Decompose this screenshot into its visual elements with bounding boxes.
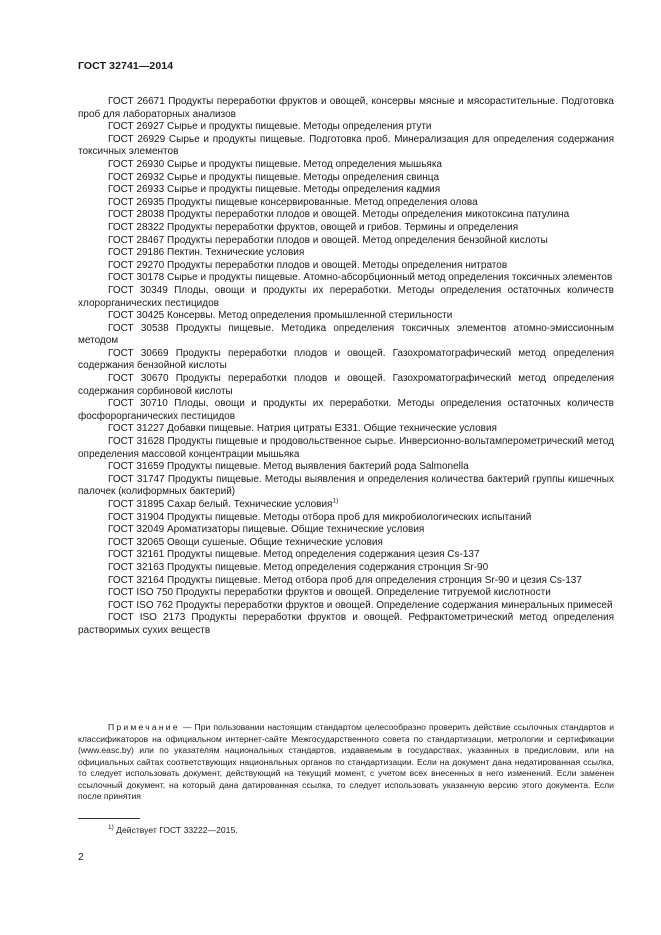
reference-item [78, 499, 614, 512]
reference-code: ГОСТ 26935 [108, 196, 165, 208]
note-block [78, 722, 614, 803]
reference-item [78, 209, 614, 222]
reference-title: Сырье и продукты пищевые. Подготовка проб. Минерализация для определения содержания токсичных элементов [78, 133, 614, 158]
reference-title: Продукты пищевые консервированные. Метод определения олова [167, 196, 478, 208]
reference-title: Продукты переработки фруктов, овощей и грибов. Термины и определения [167, 221, 519, 233]
reference-title: Овощи сушеные. Общие технические условия [167, 536, 383, 548]
reference-code: ГОСТ 28467 [108, 234, 165, 246]
note-label: Примечание [108, 722, 180, 732]
reference-item [78, 222, 614, 235]
reference-item [78, 184, 614, 197]
reference-code: ГОСТ 31227 [108, 423, 165, 435]
reference-title: Сахар белый. Технические условия [167, 499, 333, 510]
reference-code: ГОСТ 30425 [108, 310, 165, 322]
reference-code: ГОСТ 29270 [108, 259, 165, 271]
reference-item [78, 600, 614, 613]
reference-title: Продукты пищевые. Метод выявления бактерий рода Salmonella [167, 461, 469, 473]
reference-item [78, 524, 614, 537]
reference-code: ГОСТ 32049 [108, 524, 165, 536]
reference-code: ГОСТ 29186 [108, 247, 165, 259]
reference-title: Плоды, овощи и продукты их переработки. Методы определения остаточных количеств хлорорганических пестицидов [78, 284, 614, 309]
reference-code: ГОСТ 32065 [108, 536, 165, 548]
reference-item [78, 587, 614, 600]
footnote-ref-marker: 1) [332, 497, 339, 505]
reference-title: Консервы. Метод определения промышленной стерильности [167, 310, 453, 322]
reference-item [78, 562, 614, 575]
reference-code: ГОСТ 32161 [108, 549, 165, 561]
footnote-separator [78, 818, 140, 819]
note-paragraph [78, 722, 614, 803]
reference-code: ГОСТ 31628 [108, 436, 165, 448]
reference-item [78, 436, 614, 461]
reference-item [78, 247, 614, 260]
footnote-marker: 1) [108, 824, 114, 832]
page-number: 2 [78, 851, 84, 863]
reference-title: Продукты пищевые. Методы выявления и определения количества бактерий группы кишечных палочек (колиформных бактерий) [78, 473, 614, 498]
reference-code: ГОСТ 30538 [108, 322, 169, 334]
reference-item [78, 134, 614, 159]
reference-code: ГОСТ 31895 [108, 499, 165, 510]
reference-title: Плоды, овощи и продукты их переработки. Методы определения остаточных количеств фосфорорганических пестицидов [78, 398, 614, 422]
reference-item [78, 272, 614, 285]
reference-item [78, 612, 614, 637]
reference-code: ГОСТ ISO 750 [108, 587, 174, 599]
reference-title: Продукты переработки плодов и овощей. Методы определения нитратов [167, 259, 508, 271]
reference-item [78, 461, 614, 474]
footnote [108, 825, 238, 835]
reference-title: Продукты переработки плодов и овощей. Методы определения микотоксина патулина [167, 209, 570, 221]
reference-code: ГОСТ 26930 [108, 158, 165, 170]
reference-item [78, 197, 614, 210]
reference-title: Продукты пищевые. Метод определения содержания цезия Cs-137 [167, 549, 480, 561]
reference-item [78, 235, 614, 248]
note-text: — При пользовании настоящим стандартом целесообразно проверить действие ссылочных стандартов и классификаторов на официальном интернет-сайте Межгосударственного совета по стандартизации, метрологии и сертификации (www.easc.by) или по указателям национальных стандартов, издаваемым в государствах, указанных в предисловии, или на официальных сайтах соответствующих национальных органов по стандартизации. Если на документ дана недатированная ссылка, то следует использовать документ, действующий на текущий момент, с учетом всех внесенных в него изменений. Если заменен ссылочный документ, на который дана датированная ссылка, то следует использовать указанную версию этого документа. Если после принятия [78, 722, 614, 801]
reference-item [78, 549, 614, 562]
reference-item [78, 310, 614, 323]
reference-title: Сырье и продукты пищевые. Методы определения кадмия [167, 184, 441, 196]
reference-code: ГОСТ 30710 [108, 398, 168, 410]
reference-code: ГОСТ 26927 [108, 121, 165, 133]
reference-item [78, 512, 614, 525]
reference-item [78, 575, 614, 588]
reference-title: Сырье и продукты пищевые. Методы определения ртути [167, 121, 432, 133]
reference-code: ГОСТ 30178 [108, 272, 165, 284]
reference-title: Продукты пищевые. Метод отбора проб для определения стронция Sr-90 и цезия Cs-137 [167, 574, 582, 586]
reference-code: ГОСТ 31659 [108, 461, 165, 473]
reference-item [78, 159, 614, 172]
reference-code: ГОСТ 31904 [108, 511, 165, 523]
reference-item [78, 537, 614, 550]
reference-code: ГОСТ 30669 [108, 347, 169, 359]
reference-item [78, 398, 614, 423]
reference-code: ГОСТ 30670 [108, 373, 169, 385]
reference-title: Продукты переработки плодов и овощей. Газохроматографический метод определения содержания сорбиновой кислоты [78, 373, 615, 397]
reference-title: Продукты переработки фруктов и овощей, консервы мясные и мясорастительные. Подготовка проб для лабораторных анализов [78, 96, 614, 120]
reference-item [78, 323, 614, 348]
reference-code: ГОСТ 28038 [108, 209, 165, 221]
reference-title: Сырье и продукты пищевые. Атомно-абсорбционный метод определения токсичных элементов [167, 272, 613, 284]
reference-title: Пектин. Технические условия [167, 247, 305, 259]
reference-title: Ароматизаторы пищевые. Общие технические условия [167, 524, 425, 536]
reference-title: Продукты пищевые. Метод определения содержания стронция Sr-90 [167, 561, 489, 573]
footnote-text: Действует ГОСТ 33222—2015. [113, 825, 238, 835]
reference-code: ГОСТ 26671 [108, 96, 165, 107]
reference-title: Продукты переработки фруктов и овощей. Рефрактометрический метод определения растворимых сухих веществ [78, 612, 615, 636]
reference-item [78, 96, 614, 121]
reference-code: ГОСТ 30349 [108, 284, 168, 296]
reference-item [78, 423, 614, 436]
reference-title: Продукты переработки фруктов и овощей. Определение титруемой кислотности [175, 587, 551, 599]
reference-title: Продукты переработки плодов и овощей. Метод определения бензойной кислоты [167, 234, 548, 246]
reference-item [78, 260, 614, 273]
reference-item [78, 121, 614, 134]
reference-title: Добавки пищевые. Натрия цитраты Е331. Общие технические условия [167, 423, 497, 435]
reference-code: ГОСТ 26932 [108, 171, 165, 183]
reference-code: ГОСТ ISO 2173 [108, 612, 186, 624]
reference-title: Продукты пищевые. Методы отбора проб для микробиологических испытаний [167, 511, 532, 523]
reference-title: Сырье и продукты пищевые. Метод определения мышьяка [167, 158, 442, 170]
reference-code: ГОСТ 32164 [108, 574, 165, 586]
reference-code: ГОСТ ISO 762 [108, 599, 174, 611]
reference-title: Сырье и продукты пищевые. Методы определения свинца [167, 171, 440, 183]
reference-title: Продукты пищевые и продовольственное сырье. Инверсионно-вольтамперометрический метод определения массовой концентрации мышьяка [78, 436, 614, 460]
reference-title: Продукты переработки фруктов и овощей. Определение содержания минеральных примесей [175, 599, 613, 611]
reference-code: ГОСТ 26929 [108, 133, 166, 145]
reference-item [78, 373, 614, 398]
document-header: ГОСТ 32741—2014 [78, 60, 174, 72]
reference-title: Продукты переработки плодов и овощей. Газохроматографический метод определения содержания бензойной кислоты [78, 347, 615, 372]
normative-references-list [78, 96, 614, 638]
reference-code: ГОСТ 28322 [108, 221, 165, 233]
reference-code: ГОСТ 31747 [108, 473, 165, 485]
reference-title: Продукты пищевые. Методика определения токсичных элементов атомно-эмиссионным методом [78, 322, 614, 347]
reference-code: ГОСТ 26933 [108, 184, 165, 196]
reference-code: ГОСТ 32163 [108, 561, 165, 573]
reference-item [78, 172, 614, 185]
reference-item [78, 348, 614, 373]
reference-item [78, 474, 614, 499]
reference-item [78, 285, 614, 310]
